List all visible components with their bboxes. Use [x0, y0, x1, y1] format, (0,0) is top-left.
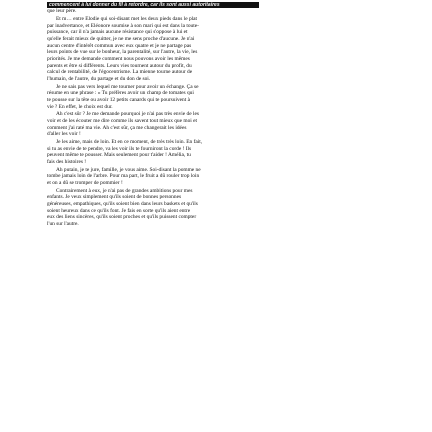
text-line: voir et de les écouter me dire comme ils savent tout mieux que moi et: [47, 117, 197, 124]
text-column: [47, 2, 259, 228]
text-line: soient heureux dans ce qu'ils font. Je fais en sorte qu'ils aient entre: [47, 207, 191, 214]
text-line: Je ne sais pas vers lequel me tourner pour avoir un échange. Ça se: [56, 83, 199, 90]
text-line: l'un sur l'autre.: [47, 220, 79, 227]
text-line: Je les aime, mais de loin. Et en ce moment, de très très loin. En fait,: [56, 138, 203, 145]
text-line: d'aller les voir !: [47, 131, 81, 138]
text-line: Ah putain, je te jure, famille, je vous aime. Soi-disant la pomme ne: [56, 166, 201, 173]
text-line: parents et être si différents. Leurs vies tournent autour du profit, du: [47, 62, 192, 69]
text-line: comment j'ai raté ma vie. Ah c'est sûr, ça me changerait les idées: [47, 124, 187, 131]
text-line: eux des liens sincères, qu'ils soient proches et qu'ils puissent compter: [47, 214, 197, 221]
text-line: priorités. Je me demande comment nous pouvons avoir les mêmes: [47, 56, 190, 62]
text-line: fais des histoires !: [47, 158, 87, 165]
text-line: tombe jamais loin de l'arbre. Pour ma part, le fruit a dû rouler trop loin: [47, 173, 200, 180]
text-line: par inadvertance, et Eléonore soumise à son mari qui est dans la toute-: [47, 22, 199, 29]
text-line: l'humain, de l'autre, du partage et du don de soi.: [47, 76, 151, 83]
text-line: résume en une phrase : « Tu préfères avoir un champ de tomates qui: [47, 90, 194, 97]
text-line: Et m… entre Elodie qui soi-disant met les deux pieds dans le plat: [56, 15, 198, 22]
text-line: et on a dû se tromper de pommier !: [47, 179, 123, 186]
text-line: que leur père.: [47, 8, 77, 15]
text-line: Ah c'est sûr ? Je me demande pourquoi je n'ai pas très envie de les: [56, 111, 199, 118]
text-line: généreuses, empathiques, qu'ils soient bien dans leurs baskets et qu'ils: [47, 200, 198, 207]
text-line: peuvent même te pousser. Mais seulement pour t'aider ! Amélia, tu: [47, 152, 191, 159]
text-line: qu'elle ferait mieux de quitter, je ne me sens proche d'aucune. Je n'ai: [47, 35, 195, 42]
text-line: leurs points de vue sur le bonheur, la parentalité, sur l'autre, la vie, les: [47, 49, 198, 56]
text-line: puissance, car il n'a jamais aucune résistance qui s'oppose à lui et: [47, 29, 188, 36]
text-line: te pousse sur la tête ou avoir 12 petits canards qui te poursuivent à: [47, 97, 190, 104]
text-line: Contrairement à eux, je n'ai pas de grandes ambitions pour mes: [56, 187, 193, 194]
header-line: commencent à lui donner du fil à retordre, car ils sont aussi autoritaires: [47, 2, 259, 8]
text-line: calcul de rentabilité, de l'égocentrisme. La mienne tourne autour de: [47, 69, 193, 76]
text-line: si tu as envie de te pendre, va les voir ils te fourniront la corde ! Ils: [47, 145, 192, 152]
text-line: aucun centre d'intérêt commun avec eux quatre et je ne partage pas: [47, 42, 192, 49]
text-line: enfants. Je veux simplement qu'ils soient de bonnes personnes: [47, 194, 182, 201]
text-line: vie ? En effet, le choix est dur.: [47, 103, 113, 110]
